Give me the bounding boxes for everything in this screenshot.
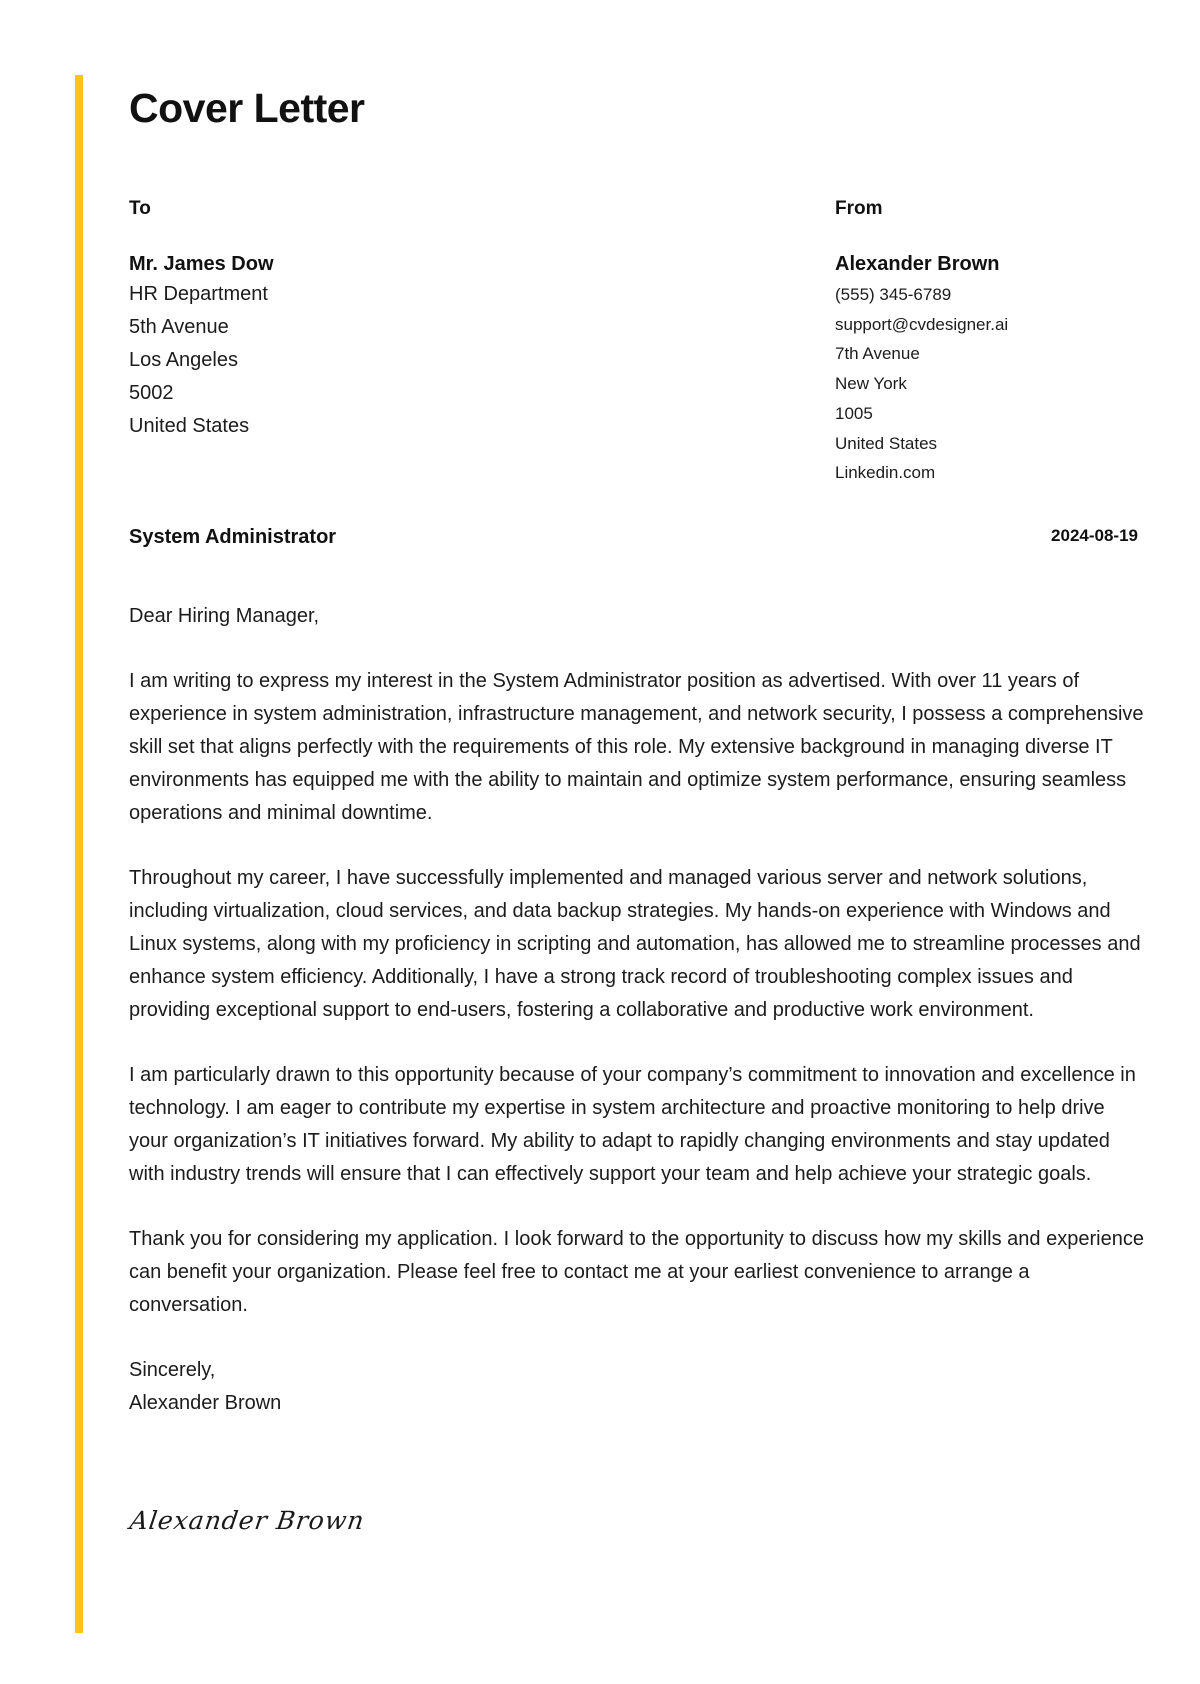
recipient-block — [129, 196, 609, 443]
sender-email: support@cvdesigner.ai — [835, 314, 1009, 334]
recipient-heading: To — [129, 198, 151, 219]
job-position-title: System Administrator — [129, 526, 337, 548]
recipient-city: Los Angeles — [129, 349, 238, 371]
sender-phone: (555) 345-6789 — [835, 285, 952, 304]
letter-paragraph: Thank you for considering my application. I look forward to the opportunity to discuss how my skills and experience can benefit your organization. Please feel free to contact me at your earliest convenience to arrange a conversation. — [129, 1228, 1144, 1316]
sender-heading: From — [835, 198, 883, 219]
sender-name: Alexander Brown — [835, 253, 1000, 275]
sender-street: 7th Avenue — [835, 344, 920, 364]
letter-closing: Sincerely, — [129, 1359, 216, 1381]
sender-block — [835, 196, 1155, 488]
letter-closing-name: Alexander Brown — [129, 1392, 282, 1414]
accent-bar — [75, 75, 83, 1633]
letter-date: 2024-08-19 — [1051, 526, 1138, 545]
letter-paragraph: I am particularly drawn to this opportunity because of your company’s commitment to innovation and excellence in technology. I am eager to contribute my expertise in system architecture and proactive monitoring to help drive your organization’s IT initiatives forward. My ability to adapt to rapidly changing environments and stay updated with industry trends will ensure that I can effectively support your team and help achieve your strategic goals. — [129, 1064, 1136, 1185]
handwritten-signature: Alexander Brown — [128, 1506, 367, 1535]
letter-body — [129, 600, 1149, 1420]
letter-paragraph: Throughout my career, I have successfully implemented and managed various server and network solutions, including virtualization, cloud services, and data backup strategies. My hands-on experience with Windows and Linux systems, along with my proficiency in scripting and automation, has allowed me to streamline processes and enhance system efficiency. Additionally, I have a strong track record of troubleshooting complex issues and providing exceptional support to end-users, fostering a collaborative and productive work environment. — [129, 867, 1141, 1021]
letter-greeting: Dear Hiring Manager, — [129, 605, 320, 627]
recipient-department: HR Department — [129, 283, 268, 305]
sender-city: New York — [835, 374, 907, 394]
recipient-name: Mr. James Dow — [129, 253, 274, 275]
sender-postal-code: 1005 — [835, 403, 873, 423]
page-title: Cover Letter — [129, 85, 365, 131]
sender-website: Linkedin.com — [835, 463, 936, 483]
letter-paragraph: I am writing to express my interest in the System Administrator position as advertised. With over 11 years of experience in system administration, infrastructure management, and network security, I possess a comprehensive skill set that aligns perfectly with the requirements of this role. My extensive background in managing diverse IT environments has equipped me with the ability to maintain and optimize system performance, ensuring seamless operations and minimal downtime. — [129, 670, 1144, 824]
recipient-street: 5th Avenue — [129, 316, 229, 338]
sender-country: United States — [835, 433, 938, 453]
recipient-country: United States — [129, 415, 250, 437]
recipient-postal-code: 5002 — [129, 382, 174, 404]
